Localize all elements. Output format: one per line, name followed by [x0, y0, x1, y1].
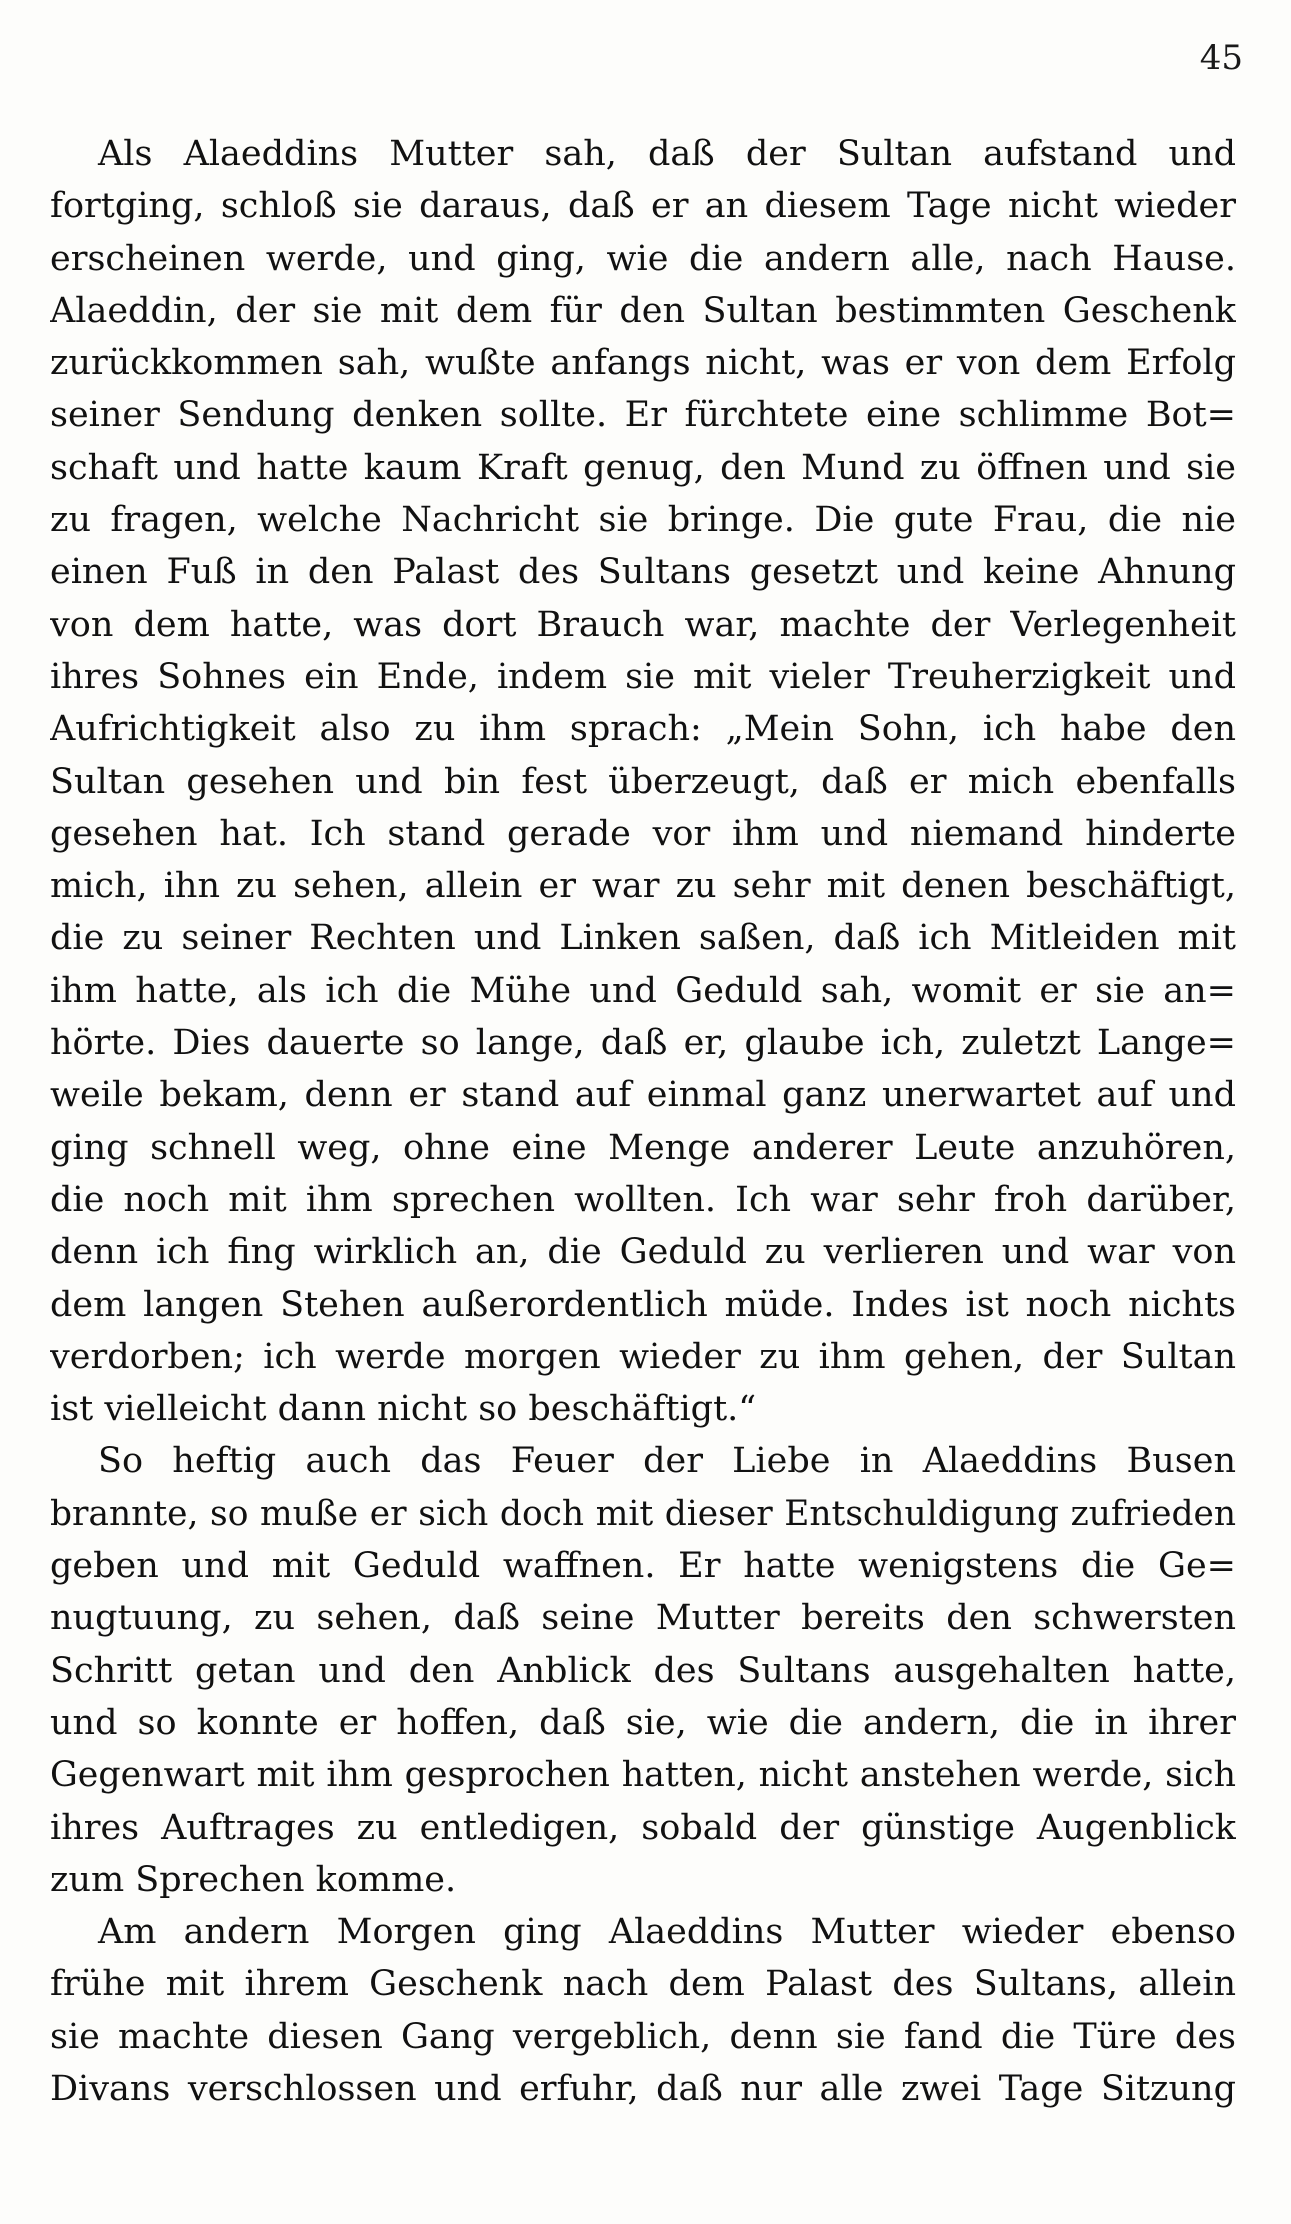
text-line: ihres Auftrages zu entledigen, sobald der günstige Augenblick — [50, 1807, 1236, 1848]
text-line: So heftig auch das Feuer der Liebe in Alaeddins Busen — [98, 1441, 1236, 1482]
body-text — [50, 128, 1236, 2115]
text-line: die zu seiner Rechten und Linken saßen, daß ich Mitleiden mit — [50, 918, 1236, 959]
page-number: 45 — [1199, 38, 1243, 78]
text-line: seiner Sendung denken sollte. Er fürchtete eine schlimme Bot= — [50, 395, 1236, 436]
paragraph-2 — [50, 1435, 1236, 1906]
paragraph-3 — [50, 1906, 1236, 2115]
text-line: ist vielleicht dann nicht so beschäftigt.“ — [50, 1389, 757, 1430]
text-line: einen Fuß in den Palast des Sultans gesetzt und keine Ahnung — [50, 552, 1236, 593]
text-line: ihres Sohnes ein Ende, indem sie mit vieler Treuherzigkeit und — [50, 656, 1236, 697]
text-line: Schritt getan und den Anblick des Sultans ausgehalten hatte, — [50, 1650, 1236, 1691]
text-line: zurückkommen sah, wußte anfangs nicht, was er von dem Erfolg — [50, 343, 1236, 384]
text-line: ging schnell weg, ohne eine Menge anderer Leute anzuhören, — [50, 1127, 1236, 1168]
text-line: sie machte diesen Gang vergeblich, denn sie fand die Türe des — [50, 2016, 1236, 2057]
text-line: zum Sprechen komme. — [50, 1859, 457, 1900]
text-line: mich, ihn zu sehen, allein er war zu sehr mit denen beschäftigt, — [50, 866, 1236, 907]
text-line: frühe mit ihrem Geschenk nach dem Palast des Sultans, allein — [50, 1964, 1236, 2005]
text-line: fortging, schloß sie daraus, daß er an diesem Tage nicht wieder — [50, 186, 1236, 227]
text-line: Aufrichtigkeit also zu ihm sprach: „Mein Sohn, ich habe den — [50, 709, 1236, 750]
text-line: Sultan gesehen und bin fest überzeugt, daß er mich ebenfalls — [50, 761, 1236, 802]
text-line: von dem hatte, was dort Brauch war, machte der Verlegenheit — [50, 604, 1236, 645]
text-line: gesehen hat. Ich stand gerade vor ihm und niemand hinderte — [50, 813, 1236, 854]
text-line: Alaeddin, der sie mit dem für den Sultan bestimmten Geschenk — [50, 290, 1236, 331]
text-line: Gegenwart mit ihm gesprochen hatten, nicht anstehen werde, sich — [50, 1755, 1236, 1796]
text-line: Am andern Morgen ging Alaeddins Mutter wieder ebenso — [98, 1912, 1236, 1953]
text-line: dem langen Stehen außerordentlich müde. Indes ist noch nichts — [50, 1284, 1236, 1325]
text-line: weile bekam, denn er stand auf einmal ganz unerwartet auf und — [50, 1075, 1236, 1116]
text-line: denn ich fing wirklich an, die Geduld zu verlieren und war von — [50, 1232, 1236, 1273]
text-line: und so konnte er hoffen, daß sie, wie die andern, die in ihrer — [50, 1702, 1236, 1743]
text-line: Divans verschlossen und erfuhr, daß nur alle zwei Tage Sitzung — [50, 2068, 1236, 2109]
text-line: die noch mit ihm sprechen wollten. Ich war sehr froh darüber, — [50, 1179, 1236, 1220]
text-line: nugtuung, zu sehen, daß seine Mutter bereits den schwersten — [50, 1598, 1236, 1639]
text-line: Als Alaeddins Mutter sah, daß der Sultan aufstand und — [98, 134, 1236, 174]
paragraph-1 — [50, 128, 1236, 1435]
text-line: verdorben; ich werde morgen wieder zu ihm gehen, der Sultan — [50, 1336, 1236, 1377]
text-line: brannte, so muße er sich doch mit dieser Entschuldigung zufrieden — [50, 1493, 1236, 1534]
text-line: geben und mit Geduld waffnen. Er hatte wenigstens die Ge= — [50, 1546, 1236, 1587]
text-line: zu fragen, welche Nachricht sie bringe. Die gute Frau, die nie — [50, 500, 1236, 541]
text-line: schaft und hatte kaum Kraft genug, den Mund zu öffnen und sie — [50, 447, 1236, 488]
text-line: hörte. Dies dauerte so lange, daß er, glaube ich, zuletzt Lange= — [50, 1023, 1236, 1064]
text-line: ihm hatte, als ich die Mühe und Geduld sah, womit er sie an= — [50, 970, 1236, 1011]
text-line: erscheinen werde, und ging, wie die andern alle, nach Hause. — [50, 238, 1236, 279]
